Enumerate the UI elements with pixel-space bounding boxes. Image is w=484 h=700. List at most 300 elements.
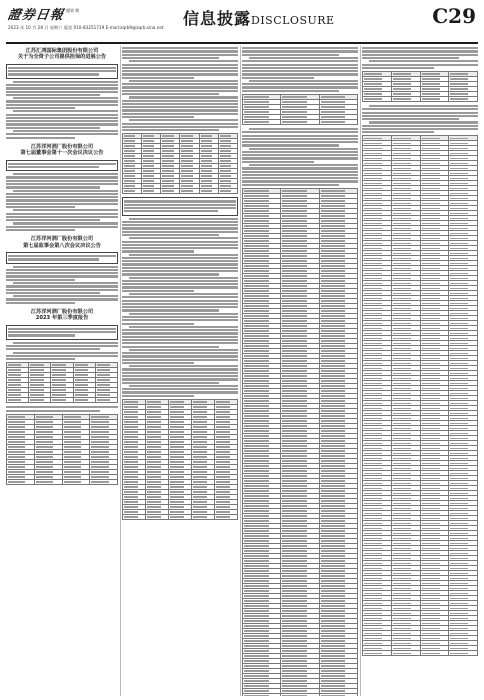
page-number: C29 [432,4,476,28]
cell-text [321,505,346,507]
cell-text [450,603,468,605]
cell-text [393,173,411,175]
cell-text [220,165,231,167]
cell-text [422,258,440,260]
table-cell [215,514,238,519]
cell-text [147,501,161,503]
cell-text [450,278,468,280]
cell-text [193,481,207,483]
cell-text [321,300,346,302]
table-cell [319,119,357,124]
cell-text [422,193,440,195]
cell-text [321,560,346,562]
text-line [122,70,238,72]
cell-text [364,73,382,75]
cell-text [8,436,25,438]
cell-text [321,360,346,362]
cell-text [422,563,440,565]
cell-text [193,476,207,478]
cell-text [393,198,411,200]
cell-text [244,495,269,497]
cell-text [393,283,411,285]
cell-text [422,383,440,385]
cell-text [393,268,411,270]
cell-text [282,111,307,113]
cell-text [422,438,440,440]
cell-text [91,426,108,428]
text-line [6,176,118,178]
cell-text [244,655,269,657]
cell-text [244,690,269,692]
cell-text [364,233,382,235]
text-line [242,64,358,66]
cell-text [124,401,138,403]
cell-text [321,495,346,497]
cell-text [282,690,307,692]
text-line [369,121,478,123]
cell-text [143,150,154,152]
cell-text [75,379,88,381]
table-cell [243,119,281,124]
cell-text [124,185,135,187]
cell-text [364,248,382,250]
cell-text [422,468,440,470]
cell-text [282,195,307,197]
text-line [242,70,358,72]
text-line [122,250,194,252]
cell-text [193,406,207,408]
cell-text [97,394,110,396]
table-cell [391,96,420,101]
cell-text [321,440,346,442]
cell-text [364,398,382,400]
article-title: 第七届董事会第十一次会议决议公告 [20,150,104,157]
cell-text [393,203,411,205]
cell-text [220,135,231,137]
cell-text [321,200,346,202]
cell-text [450,648,468,650]
text-line [6,199,118,201]
cell-text [181,155,192,157]
cell-text [75,364,88,366]
cell-text [244,610,269,612]
cell-text [422,308,440,310]
cell-text [8,379,21,381]
cell-text [282,485,307,487]
text-line [6,114,118,116]
cell-text [162,145,173,147]
cell-text [393,498,411,500]
cell-text [364,523,382,525]
cell-text [393,378,411,380]
cell-text [244,515,269,517]
cell-text [30,364,43,366]
text-line [122,273,219,275]
cell-text [393,328,411,330]
cell-text [393,273,411,275]
cell-text [244,520,269,522]
cell-text [30,394,43,396]
cell-text [147,491,161,493]
cell-text [450,448,468,450]
cell-text [393,143,411,145]
text-line [6,302,75,304]
cell-text [170,416,184,418]
cell-text [282,525,307,527]
cell-text [181,140,192,142]
cell-text [52,374,65,376]
cell-text [181,160,192,162]
cell-text [422,228,440,230]
cell-text [422,448,440,450]
cell-text [170,411,184,413]
cell-text [422,178,440,180]
text-line [6,117,118,119]
cell-text [393,278,411,280]
cell-text [364,518,382,520]
cell-text [450,623,468,625]
cell-text [244,101,269,103]
cell-text [52,369,65,371]
cell-text [216,431,230,433]
cell-text [450,643,468,645]
cell-text [321,670,346,672]
text-line [122,106,238,108]
cell-text [244,245,269,247]
cell-text [244,106,269,108]
cell-text [244,465,269,467]
cell-text [181,190,192,192]
cell-text [282,450,307,452]
cell-text [244,330,269,332]
cell-text [321,570,346,572]
text-line [6,193,118,195]
cell-text [321,465,346,467]
cell-text [8,399,21,401]
cell-text [52,389,65,391]
text-line [122,113,238,115]
cell-text [450,498,468,500]
cell-text [321,330,346,332]
table-row [363,96,478,101]
cell-text [321,525,346,527]
cell-text [321,235,346,237]
cell-text [450,598,468,600]
text-line [362,67,434,69]
cell-text [64,421,81,423]
table-cell [29,398,51,403]
text-line [122,57,219,59]
cell-text [321,295,346,297]
cell-text [170,466,184,468]
cell-text [450,588,468,590]
text-line [13,110,118,112]
cell-text [147,516,161,518]
cell-text [193,461,207,463]
cell-text [282,505,307,507]
article-company: 江苏洋河酒厂股份有限公司 [30,236,94,243]
cell-text [364,183,382,185]
text-line [242,47,358,49]
cell-text [162,150,173,152]
cell-text [393,603,411,605]
cell-text [450,143,468,145]
cell-text [422,593,440,595]
cell-text [143,135,154,137]
text-line [362,128,478,130]
cell-text [364,308,382,310]
cell-text [321,660,346,662]
cell-text [364,393,382,395]
cell-text [124,496,138,498]
cell-text [422,268,440,270]
text-line [6,406,118,408]
cell-text [321,350,346,352]
cell-text [124,140,135,142]
text-line [362,125,478,127]
cell-text [393,183,411,185]
cell-text [422,373,440,375]
cell-text [393,448,411,450]
cell-text [321,680,346,682]
cell-text [321,310,346,312]
cell-text [147,506,161,508]
cell-text [36,466,53,468]
article-body [242,47,358,92]
cell-text [364,313,382,315]
cell-text [364,363,382,365]
cell-text [282,410,307,412]
cell-text [422,553,440,555]
cell-text [422,333,440,335]
cell-text [321,540,346,542]
cell-text [282,680,307,682]
column-2 [122,46,238,696]
text-line [6,120,118,122]
cell-text [244,455,269,457]
cell-text [422,648,440,650]
cell-text [244,625,269,627]
cell-text [52,379,65,381]
cell-text [450,513,468,515]
cell-text [8,384,21,386]
cell-text [282,520,307,522]
cell-text [450,283,468,285]
cell-text [364,93,382,95]
text-line [8,255,116,257]
cell-text [422,568,440,570]
cell-text [450,328,468,330]
text-line [129,277,238,279]
cell-text [321,240,346,242]
cell-text [282,285,307,287]
cell-text [8,451,25,453]
cell-text [321,385,346,387]
cell-text [450,318,468,320]
text-line [122,54,238,56]
cell-text [244,530,269,532]
cell-text [244,445,269,447]
cell-text [244,320,269,322]
cell-text [147,481,161,483]
cell-text [193,411,207,413]
cell-text [220,145,231,147]
cell-text [393,438,411,440]
table-cell [363,96,392,101]
cell-text [364,278,382,280]
cell-text [393,178,411,180]
cell-text [422,248,440,250]
cell-text [321,625,346,627]
table-cell [391,651,420,656]
cell-text [450,568,468,570]
cell-text [364,138,382,140]
cell-text [282,620,307,622]
cell-text [422,538,440,540]
cell-text [321,355,346,357]
cell-text [364,548,382,550]
cell-text [450,193,468,195]
cell-text [143,155,154,157]
cell-text [282,335,307,337]
cell-text [170,491,184,493]
cell-text [364,253,382,255]
cell-text [422,348,440,350]
cell-text [170,426,184,428]
cell-text [244,255,269,257]
table-cell [169,514,192,519]
cell-text [282,645,307,647]
cell-text [282,420,307,422]
cell-text [124,406,138,408]
cell-text [244,315,269,317]
cell-text [393,313,411,315]
text-line [369,60,478,62]
cell-text [450,233,468,235]
cell-text [244,200,269,202]
text-line [122,100,238,102]
cell-text [321,630,346,632]
cell-text [393,248,411,250]
cell-text [8,476,25,478]
cell-text [244,410,269,412]
cell-text [147,431,161,433]
cell-text [321,380,346,382]
cell-text [321,615,346,617]
cell-text [8,461,25,463]
cell-text [422,208,440,210]
cell-text [91,451,108,453]
table-row [363,651,478,656]
text-line [6,180,118,182]
cell-text [422,218,440,220]
cell-text [393,558,411,560]
cell-text [244,480,269,482]
cell-text [393,578,411,580]
cell-text [216,416,230,418]
cell-text [422,203,440,205]
cell-text [450,493,468,495]
text-line [13,81,118,83]
cell-text [364,273,382,275]
text-line [362,112,478,114]
text-line [6,269,118,271]
cell-text [244,380,269,382]
cell-text [422,623,440,625]
cell-text [36,441,53,443]
cell-text [282,675,307,677]
cell-text [282,340,307,342]
text-line [122,286,238,288]
cell-text [193,421,207,423]
cell-text [97,389,110,391]
cell-text [364,318,382,320]
cell-text [282,230,307,232]
cell-text [91,441,108,443]
cell-text [422,158,440,160]
cell-text [321,460,346,462]
cell-text [422,93,440,95]
cell-text [450,253,468,255]
text-line [6,196,118,198]
cell-text [321,490,346,492]
article-header [6,236,118,249]
cell-text [8,456,25,458]
cell-text [364,528,382,530]
cell-text [450,488,468,490]
cell-text [181,185,192,187]
table-cell [281,119,319,124]
cell-text [364,378,382,380]
cell-text [8,481,25,483]
cell-text [282,610,307,612]
text-line [242,131,358,133]
cell-text [393,393,411,395]
text-line [122,109,238,111]
text-line [249,57,358,59]
text-line [122,319,238,321]
financial-table [362,135,478,656]
text-line [6,186,100,188]
cell-text [124,506,138,508]
cell-text [124,431,138,433]
cell-text [364,293,382,295]
cell-text [282,315,307,317]
cell-text [321,450,346,452]
table-cell [51,398,73,403]
cell-text [422,328,440,330]
text-line [13,173,118,175]
cell-text [124,491,138,493]
cell-text [321,585,346,587]
text-line [122,103,238,105]
cell-text [282,280,307,282]
cell-text [64,461,81,463]
cell-text [422,398,440,400]
cell-text [124,446,138,448]
cell-text [321,255,346,257]
cell-text [244,400,269,402]
text-line [6,84,118,86]
text-line [122,221,238,223]
cell-text [393,368,411,370]
text-line [242,174,358,176]
text-line [6,219,100,221]
text-line [249,148,358,150]
cell-text [181,170,192,172]
cell-text [450,523,468,525]
cell-text [321,220,346,222]
